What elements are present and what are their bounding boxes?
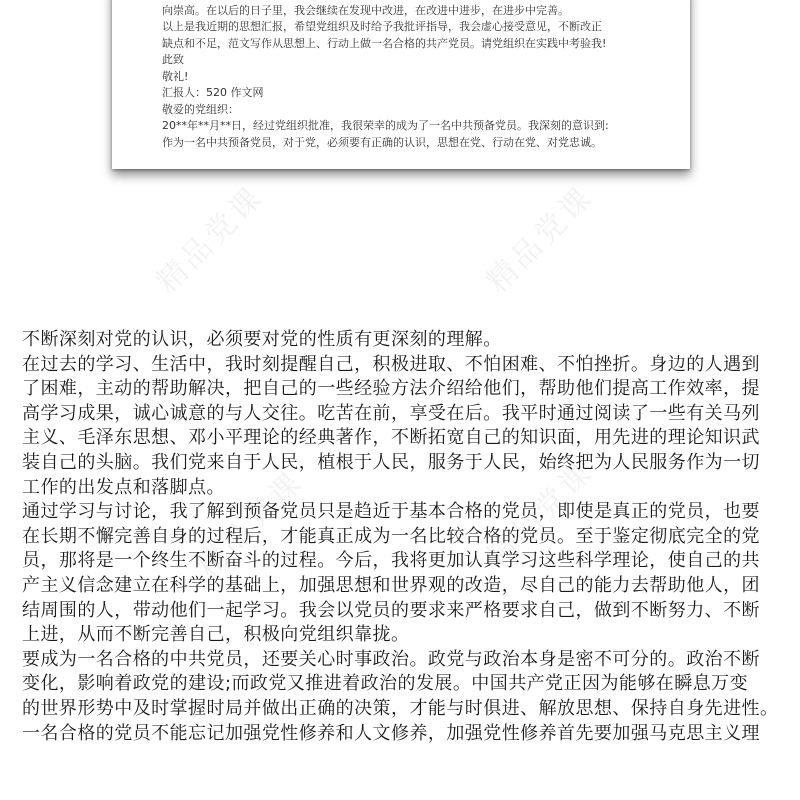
- doc-line: 敬礼!: [162, 69, 189, 83]
- watermark: 精品党课: [150, 179, 271, 300]
- doc-line: 缺点和不足，范文写作从思想上、行动上做一名合格的共产党员。请党组织在实践中考验我!: [162, 36, 607, 50]
- doc-line: 作为一名中共预备党员，对于党，必须要有正确的认识，思想在党、行动在党、对党忠诚。: [162, 135, 602, 149]
- watermark: 精品党课: [480, 454, 601, 575]
- text-line: 一名合格的党员不能忘记加强党性修养和人文修养，加强党性修养首先要加强马克思主义理: [22, 722, 760, 744]
- doc-line: 敬爱的党组织：: [162, 102, 239, 116]
- main-body-text: [22, 328, 782, 746]
- text-line: 不断深刻对党的认识，必须要对党的性质有更深刻的理解。: [22, 329, 502, 350]
- watermark: 精品党课: [190, 464, 311, 585]
- text-line: 要成为一名合格的中共党员，还要关心时事政治。政党与政治本身是密不可分的。政治不断: [22, 648, 760, 670]
- document-page-image: [112, 0, 690, 169]
- doc-line: 汇报人：520 作文网: [162, 86, 264, 99]
- doc-line: 此致: [162, 53, 184, 66]
- text-line: 上进，从而不断完善自己，积极向党组织靠拢。: [22, 624, 410, 646]
- text-line: 员，那将是一个终生不断奋斗的过程。今后，我将更加认真学习这些科学理论，使自己的共: [22, 550, 760, 572]
- text-line: 了困难，主动的帮助解决，把自己的一些经验方法介绍给他们，帮助他们提高工作效率，提: [22, 378, 760, 400]
- doc-line: 向崇高。在以后的日子里，我会继续在发现中改进，在改进中进步，在进步中完善。: [162, 3, 569, 17]
- doc-line: 20**年**月**日，经过党组织批准，我很荣幸的成为了一名中共预备党员。我深刻的意识到:: [162, 119, 609, 132]
- text-line: 在长期不懈完善自身的过程后，才能真正成为一名比较合格的党员。至于鉴定彻底完全的党: [22, 525, 760, 547]
- watermark: 精品党课: [480, 179, 601, 300]
- doc-line: 以上是我近期的思想汇报，希望党组织及时给予我批评指导，我会虚心接受意见，不断改正: [162, 20, 602, 33]
- text-line: 通过学习与讨论，我了解到预备党员只是趋近于基本合格的党员，即使是真正的党员，也要: [22, 501, 760, 523]
- text-line: 主义、毛泽东思想、邓小平理论的经典著作，不断拓宽自己的知识面，用先进的理论知识武: [22, 427, 760, 449]
- text-line: 高学习成果，诚心诚意的与人交往。吃苦在前，享受在后。我平时通过阅读了一些有关马列: [22, 402, 760, 424]
- text-line: 结周围的人，带动他们一起学习。我会以党员的要求来严格要求自己，做到不断努力、不断: [22, 599, 760, 621]
- text-line: 在过去的学习、生活中，我时刻提醒自己，积极进取、不怕困难、不怕挫折。身边的人遇到: [22, 353, 760, 375]
- document-page-text: [162, 0, 690, 151]
- text-line: 工作的出发点和落脚点。: [22, 476, 225, 498]
- text-line: 产主义信念建立在科学的基础上，加强思想和世界观的改造，尽自己的能力去帮助他人，团: [22, 574, 760, 596]
- text-line: 的世界形势中及时掌握时局并做出正确的决策，才能与时俱进、解放思想、保持自身先进性。: [22, 697, 779, 719]
- text-line: 变化，影响着政党的建设;而政党又推进着政治的发展。中国共产党正因为能够在瞬息万变: [22, 673, 749, 695]
- text-line: 装自己的头脑。我们党来自于人民，植根于人民，服务于人民，始终把为人民服务作为一切: [22, 451, 760, 473]
